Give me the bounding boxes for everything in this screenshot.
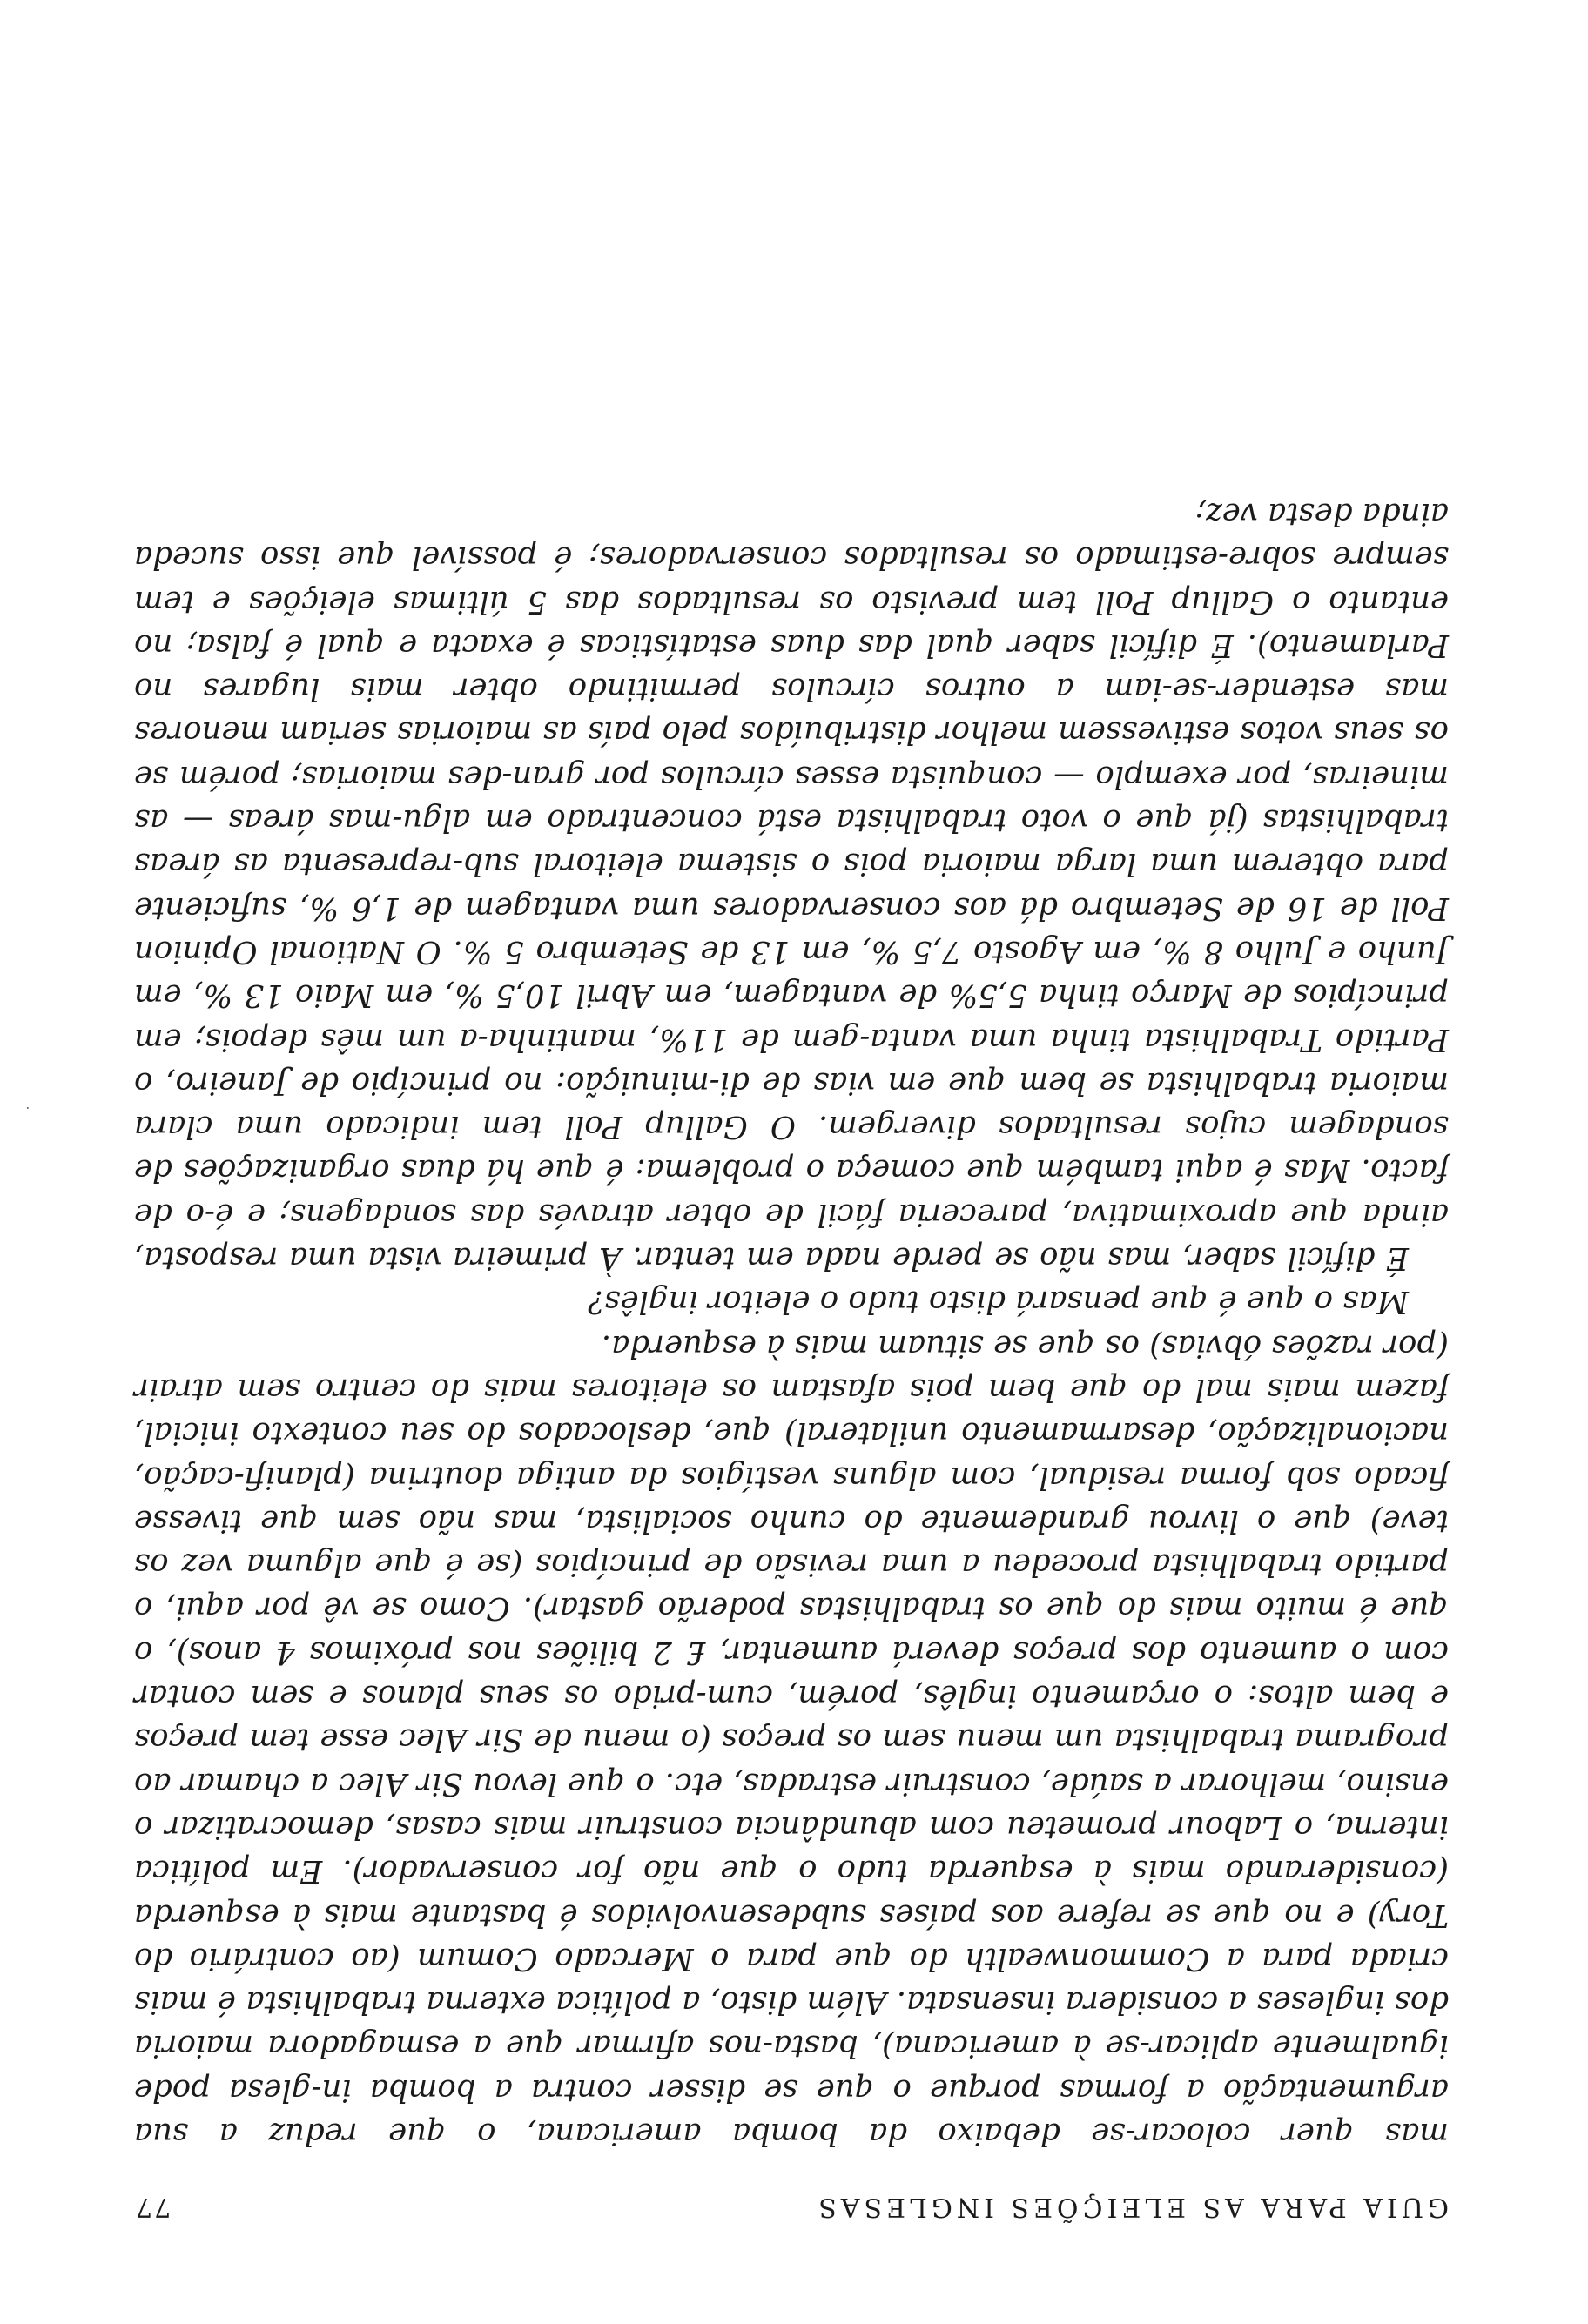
- running-head: [134, 2193, 1449, 2220]
- page-content: [134, 492, 1449, 2220]
- scan-speck: ·: [25, 1100, 30, 1114]
- page-number: 77: [134, 2192, 172, 2222]
- paragraph: mas quer colocar-se debaixo da bomba americana, o que reduz a sua argumentação a formas porque o que se disser contra a bomba in-glesa pode igualmente aplicar-se à americana), basta-nos afirmar que a esmagadora maioria dos ingleses a considera insensata. Além disto, a política externa trabalhista é mais criada para a Commonwealth do que para o Mercado Comum (ao contrário do Tory) e no que se refere aos países subdesenvolvidos é bastante mais à esquerda (considerando mais à esquerda tudo o que não for conservador). Em política interna, o Labour prometeu com abundância construir mais casas, democratizar o ensino, melhorar a saúde, construir estradas, etc. o que levou Sir Alec a chamar ao programa trabalhista um menu sem os preços (o menu de Sir Alec esse tem preços e bem altos: o orçamento inglês, porém, cum-prido os seus planos e sem contar com o aumento dos preços deverá aumentar, £ 2 biliões nos próximos 4 anos), o que é muito mais do que os trabalhistas poderão gastar). Como se vê por aqui, o partido trabalhista procedeu a uma revisão de princípios (se é que alguma vez os teve) que o livrou grandemente do cunho socialista, mas não sem que tivesse ficado sob forma residual, com alguns vestígios da antiga doutrina (planifi-cação, nacionalização, desarmamento unilateral) que, deslocados do seu contexto inicial, fazem mais mal do que bem pois afastam os eleitores mais do centro sem atrair (por razões óbvias) os que se situam mais à esquerda.: [134, 1327, 1449, 2152]
- running-head-title: GUIA PARA AS ELEIÇÕES INGLESAS: [814, 2192, 1449, 2222]
- paragraph-question: Mas o que é que pensará disto tudo o eleitor inglês?: [588, 1284, 1409, 1320]
- body-text: [134, 492, 1449, 2155]
- paragraph: É difícil saber, mas não se perde nada em tentar. À primeira vista uma resposta, ainda que aproximativa, pareceria fácil de obter através das sondagens; e é-o de facto. Mas é aqui também que começa o problema: é que há duas organizações de sondagem cujos resultados divergem. O Gallup Poll tem indicado uma clara maioria trabalhista se bem que em vias de di-minuição: no princípio de Janeiro, o Partido Trabalhista tinha uma vanta-gem de 11%, mantinha-a um mês depois; em princípios de Março tinha 5,5% de vantagem, em Abril 10,5 %, em Maio 13 %, em Junho e Julho 8 %, em Agosto 7,5 %, em 13 de Setembro 5 %. O National Opinion Poll de 16 de Setembro dá aos conservadores uma vantagem de 1,6 %, suficiente para obterem uma larga maioria pois o sistema eleitoral sub-representa as áreas trabalhistas (já que o voto trabalhista está concentrado em algu-mas áreas — as mineiras, por exemplo — conquista esses círculos por gran-des maiorias; porém se os seus votos estivessem melhor distribuídos pelo país as maiorias seriam menores mas estender-se-iam a outros círculos permitindo obter mais lugares no Parlamento). É difícil saber qual das duas estatísticas é exacta e qual é falsa; no entanto o Gallup Poll tem previsto os resultados das 5 últimas eleições e tem sempre sobre-estimado os resultados conservadores; é possível que isso suceda ainda desta vez;: [134, 496, 1449, 1277]
